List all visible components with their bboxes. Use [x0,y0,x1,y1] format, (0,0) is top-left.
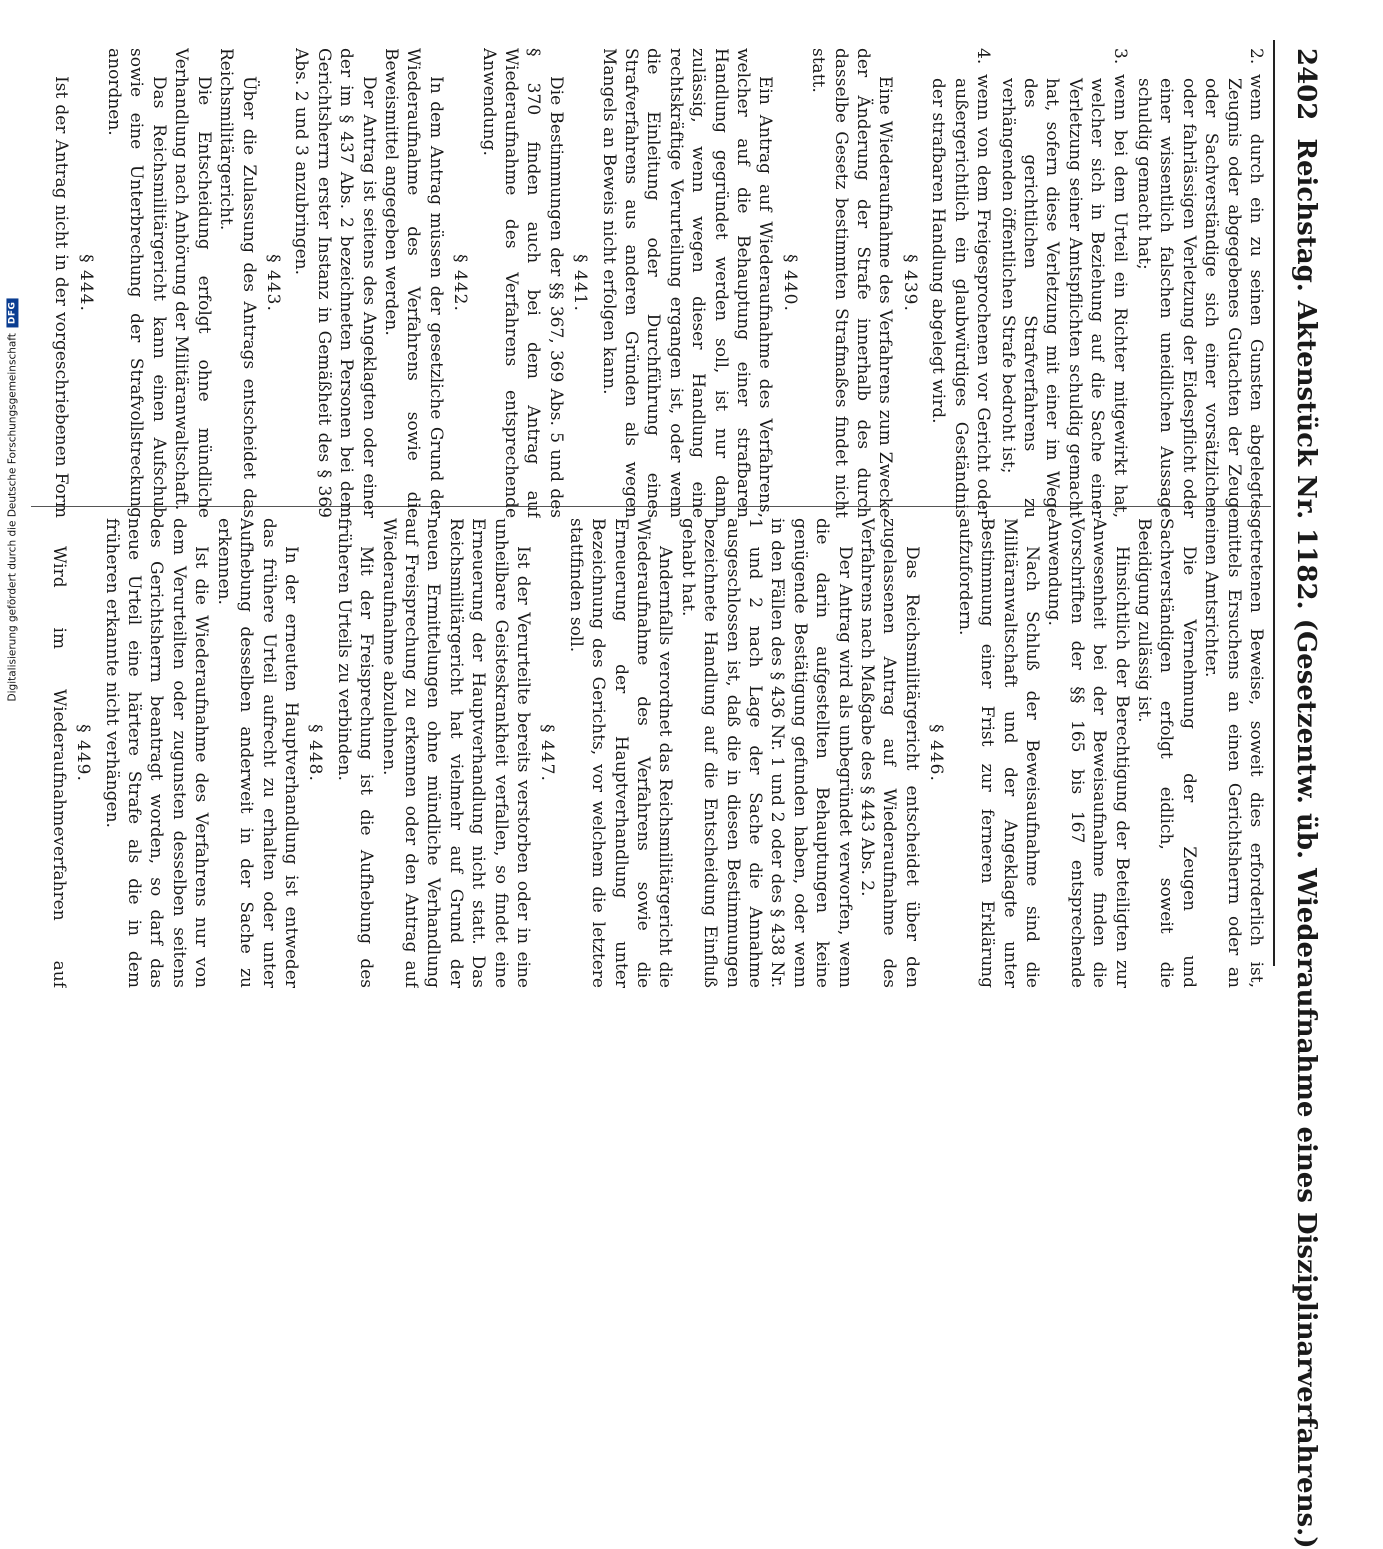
paragraph: Andernfalls verordnet das Reichsmilitärgericht die Wiederaufnahme des Verfahrens sowie die Erneuerung der Hauptverhandlung unter Bezeichnung des Gerichts, vor welchem die letztere stattfinden soll. [565,518,676,988]
digitization-credit [0,0,24,1000]
paragraph: Nach Schluß der Beweisaufnahme sind die Militäranwaltschaft und der Angeklagte unter Bestimmung einer Frist zur ferneren Erklärung aufzufordern. [954,518,1042,988]
list-item: 3.wenn bei dem Urteil ein Richter mitgewirkt hat, welcher sich in Beziehung auf die Sache einer Verletzung seiner Amtspflichten schuldig gemacht hat, sofern diese Verletzung mit einer im Wege des gerichtlichen Strafverfahrens zu verhängenden öffentlichen Strafe bedroht ist; [997,48,1130,518]
paragraph: Das Reichsmilitärgericht kann einen Aufschub sowie eine Unterbrechung der Strafvollstreckung anordnen. [104,48,169,518]
paragraph: Wird im Wiederaufnahmeverfahren auf [48,546,69,988]
section-heading: § 448. [305,724,326,782]
paragraph: Die Bestimmungen der §§ 367, 369 Abs. 5 und des § 370 finden auch bei dem Antrag auf Wiederaufnahme des Verfahrens entsprechende Anwendung. [478,48,566,518]
section-heading: § 443. [262,254,283,312]
paragraph: Über die Zulassung des Antrags entscheidet das Reichsmilitärgericht. [216,48,259,518]
paragraph: Ist der Verurteilte bereits verstorben oder in eine unheilbare Geisteskrankheit verfallen, so findet eine Erneuerung der Hauptverhandlung nicht statt. Das Reichsmilitärgericht hat vielmehr auf Grund der neuen Ermittelungen ohne mündliche Verhandlung auf Freisprechung zu erkennen oder den Antrag auf Wiederaufnahme abzulehnen. [378,518,533,988]
section-heading: § 446. [926,724,947,782]
paragraph: Ist die Wiederaufnahme des Verfahrens nur von dem Verurteilten oder zugunsten desselben seitens des Gerichtsherrn beantragt worden, so darf das neue Urteil eine härtere Strafe als die in dem früheren erkannte nicht verhängen. [101,518,212,988]
paragraph: Hinsichtlich der Berechtigung der Beteiligten zur Anwesenheit bei der Beweisaufnahme finden die Vorschriften der §§ 165 bis 167 entsprechende Anwendung. [1044,518,1132,988]
dfg-logo-icon: DFG [6,299,18,328]
section-heading: § 439. [899,254,920,312]
section-heading: § 447. [537,724,558,782]
paragraph: Der Antrag ist seitens des Angeklagten oder einer der im § 437 Abs. 2 bezeichneten Personen bei dem Gerichtsherrn erster Instanz in Gemäßheit des § 369 Abs. 2 und 3 anzubringen. [291,48,379,518]
section-heading: § 442. [450,254,471,312]
paragraph: Mit der Freisprechung ist die Aufhebung des früheren Urteils zu verbinden. [333,518,377,988]
paragraph: Ein Antrag auf Wiederaufnahme des Verfahrens, welcher auf die Behauptung einer strafbaren Handlung gegründet werden soll, ist nur dann zulässig, wenn wegen dieser Handlung eine rechtskräftige Verurteilung ergangen ist, oder wenn die Einleitung oder Durchführung eines Strafverfahrens aus anderen Gründen als wegen Mangels an Beweis nicht erfolgen kann. [598,48,776,518]
page-number: 2402 [1291,48,1321,121]
page-title: Reichstag. Aktenstück Nr. 1182. (Gesetzentw. üb. Wiederaufnahme eines Disziplinarverfahrens.) [1291,138,1321,1549]
paragraph: Die Vernehmung der Zeugen und Sachverständigen erfolgt eidlich, soweit die Beeidigung zulässig ist. [1133,518,1199,988]
paragraph: In dem Antrag müssen der gesetzliche Grund der Wiederaufnahme des Verfahrens sowie die Beweismittel angegeben werden. [380,48,446,518]
section-heading: § 440. [779,254,800,312]
paragraph: Ist der Antrag nicht in der vorgeschriebenen Form [51,76,72,518]
section-heading: § 441. [570,254,591,312]
paragraph: getretenen Beweise, soweit dies erforderlich ist, mittels Ersuchens an einen Gerichtsherrn oder an einen Amtsrichter. [1201,518,1266,988]
list-item: 4.wenn von dem Freigesprochenen vor Gericht oder außergerichtlich ein glaubwürdiges Geständnis der strafbaren Handlung abgelegt wird. [928,48,994,518]
header-rule [1273,40,1275,966]
left-column [47,48,1267,518]
paragraph: Der Antrag wird als unbegründet verworfen, wenn die darin aufgestellten Behauptungen keine genügende Bestätigung gefunden haben, oder wenn in den Fällen des § 436 Nr. 1 und 2 oder des § 438 Nr. 1 und 2 nach Lage der Sache die Annahme ausgeschlossen ist, daß die in diesen Bestimmungen bezeichnete Handlung auf die Entscheidung Einfluß gehabt hat. [677,518,855,988]
page-header [1281,48,1321,1549]
paragraph: Eine Wiederaufnahme des Verfahrens zum Zwecke der Änderung der Strafe innerhalb des durch dasselbe Gesetz bestimmten Strafmaßes findet nicht statt. [808,48,896,518]
section-heading: § 444. [75,254,96,312]
paragraph: Das Reichsmilitärgericht entscheidet über den zugelassenen Antrag auf Wiederaufnahme des Verfahrens nach Maßgabe des § 443 Abs. 2. [857,518,922,988]
right-column [47,518,1267,988]
section-heading: § 449. [73,724,94,782]
paragraph: Die Entscheidung erfolgt ohne mündliche Verhandlung nach Anhörung der Militäranwaltschaft. [171,48,214,518]
paragraph: In der erneuten Hauptverhandlung ist entweder das frühere Urteil aufrecht zu erhalten oder unter Aufhebung desselben anderweit in der Sache zu erkennen. [213,518,301,988]
list-item: 2.wenn durch ein zu seinen Gunsten abgelegtes Zeugnis oder abgegebenes Gutachten der Zeuge oder Sachverständige sich einer vorsätzlichen oder fahrlässigen Verletzung der Eidespflicht oder einer wissentlich falschen uneidlichen Aussage schuldig gemacht hat; [1133,48,1266,518]
credit-text: Digitalisierung gefördert durch die Deutsche Forschungsgemeinschaft [6,333,18,702]
